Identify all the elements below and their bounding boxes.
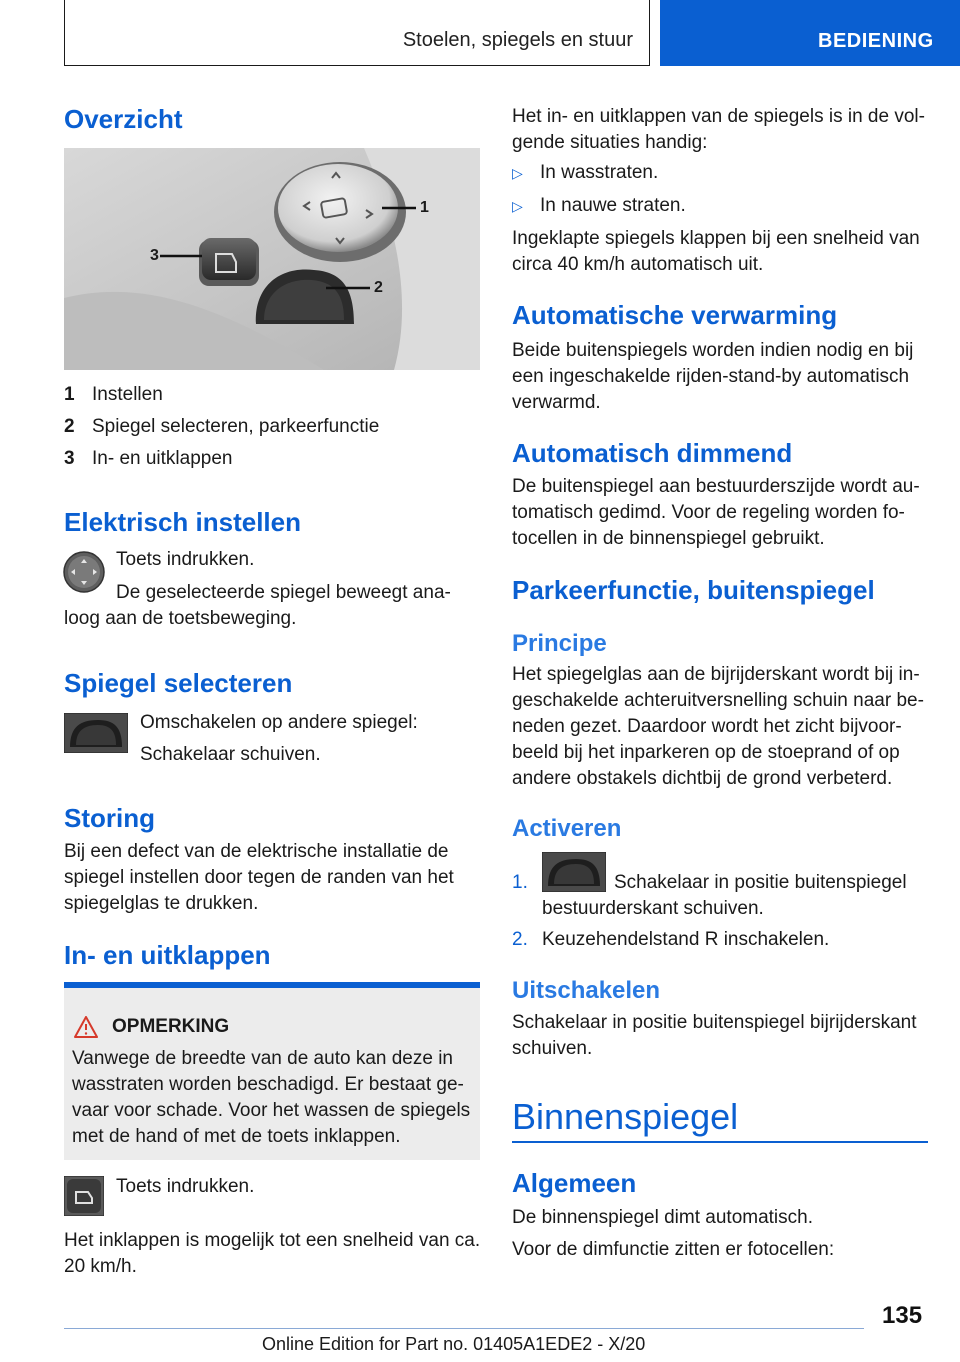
fold-title: In- en uitklappen <box>64 940 271 970</box>
dimming-text: De buitenspiegel aan bestuurderszijde wordt au- tomatisch gedimd. Voor de regeling worden fo- tocellen in de binnenspiegel gebruikt. <box>512 476 920 549</box>
warning-icon <box>74 1016 98 1038</box>
electric-adjust-title: Elektrisch instellen <box>64 507 301 537</box>
mirror-select-title: Spiegel selecteren <box>64 668 293 698</box>
inner-mirror-title: Binnenspiegel <box>512 1096 739 1137</box>
principle-title: Principe <box>512 630 607 657</box>
select-text-1: Omschakelen op andere spiegel: <box>140 712 418 733</box>
section-tab[interactable] <box>660 0 960 66</box>
callout-1: 1 <box>420 199 429 216</box>
electric-text-1: Toets indrukken. <box>116 549 255 570</box>
fold-text-1: Toets indrukken. <box>116 1176 255 1197</box>
general-title: Algemeen <box>512 1168 637 1198</box>
legend-item: 3 In- en uitklappen <box>64 448 233 469</box>
footer-rule <box>64 1328 864 1329</box>
warning-text: Vanwege de breedte van de auto kan deze in wasstraten worden beschadigd. Er bestaat ge- vaar voor schade. Voor het wassen de spiegels met de hand of met de toets inklappen. <box>72 1048 471 1147</box>
fold-text-2: Het inklappen is mogelijk tot een snelheid van ca. 20 km/h. <box>64 1230 481 1277</box>
dimming-title: Automatisch dimmend <box>512 438 793 468</box>
activate-title: Activeren <box>512 815 622 842</box>
mirror-adjust-button-icon <box>62 550 106 594</box>
fold-button-icon <box>64 1176 104 1216</box>
fault-title: Storing <box>64 803 155 833</box>
fold-intro: Het in- en uitklappen van de spiegels is in de vol- gende situaties handig: <box>512 106 925 153</box>
deactivate-text: Schakelaar in positie buitenspiegel bijrijderskant schuiven. <box>512 1012 917 1059</box>
select-text-2: Schakelaar schuiven. <box>140 744 321 765</box>
bullet-item: ▷ In nauwe straten. <box>512 195 686 216</box>
deactivate-title: Uitschakelen <box>512 977 661 1004</box>
electric-text-2b: loog aan de toetsbeweging. <box>64 608 297 629</box>
section-tab-label: BEDIENING <box>818 30 934 52</box>
principle-text: Het spiegelglas aan de bijrijderskant wordt bij in- geschakelde achteruitversnelling schuin naar be- neden gezet. Daardoor wordt het zicht bijvoor- beeld bij het inparkeren op de stoeprand of op andere obstakels dichtbij de grond verbeterd. <box>512 664 924 789</box>
overview-title: Overzicht <box>64 104 183 134</box>
warning-box <box>64 982 480 1160</box>
warning-title: OPMERKING <box>112 1016 230 1037</box>
chapter-title: Stoelen, spiegels en stuur <box>402 29 633 51</box>
callout-2: 2 <box>374 279 383 296</box>
footer-edition: Online Edition for Part no. 01405A1EDE2 - X/20 <box>262 1334 646 1354</box>
fault-text: Bij een defect van de elektrische installatie de spiegel instellen door tegen de randen van het spiegelglas te drukken. <box>64 841 454 914</box>
callout-3: 3 <box>150 247 159 264</box>
legend-item: 2 Spiegel selecteren, parkeerfunctie <box>64 416 380 437</box>
heating-text: Beide buitenspiegels worden indien nodig en bij een ingeschakelde rijden-stand-by automatisch verwarmd. <box>512 340 914 413</box>
electric-text-2a: De geselecteerde spiegel beweegt ana- <box>116 582 451 603</box>
heating-title: Automatische verwarming <box>512 300 838 330</box>
header-title-box <box>64 0 650 66</box>
general-text-2: Voor de dimfunctie zitten er fotocellen: <box>512 1239 835 1260</box>
general-text-1: De binnenspiegel dimt automatisch. <box>512 1207 814 1228</box>
auto-unfold-text: Ingeklapte spiegels klappen bij een snelheid van circa 40 km/h automatisch uit. <box>512 228 920 275</box>
page-number: 135 <box>882 1302 923 1329</box>
mirror-control-figure <box>64 148 480 370</box>
bullet-item: ▷ In wasstraten. <box>512 162 659 183</box>
title-rule <box>512 1141 928 1143</box>
legend-item: 1 Instellen <box>64 384 163 405</box>
parking-function-title: Parkeerfunctie, buitenspiegel <box>512 575 875 605</box>
mirror-selector-switch-icon <box>64 713 128 753</box>
